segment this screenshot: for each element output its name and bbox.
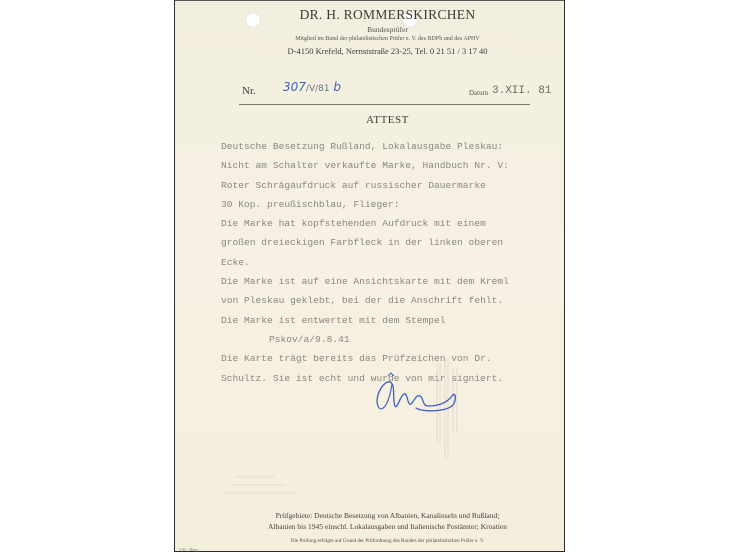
reference-number-value [283, 80, 341, 94]
document-heading: ATTEST [366, 114, 409, 126]
letterhead-address: D-4150 Krefeld, Nernststraße 23-25, Tel. 0 21 51 / 3 17 40 [287, 46, 488, 56]
faded-stamp-impression [215, 471, 315, 501]
footer-examination-areas [175, 511, 564, 532]
reference-number-label: Nr. [242, 85, 256, 97]
letterhead-membership: Mitglied im Bund der philatelistischen Prüfer e. V. des BDPh und des APHV [295, 36, 480, 42]
body-line: Nicht am Schalter verkaufte Marke, Handbuch Nr. V: [221, 160, 509, 172]
reference-number-suffix: /V/81 [305, 84, 330, 94]
corner-print-note: 5 83 - Berg - [179, 547, 200, 552]
reference-number-handwritten: b [329, 80, 342, 94]
date-value: 3.XII. 81 [492, 85, 552, 97]
body-line: großen dreieckigen Farbfleck in der linken oberen [221, 237, 504, 249]
footer-line-1: Prüfgebiete: Deutsche Besetzung von Albanien, Kanalinseln und Rußland; [275, 511, 500, 520]
footer-legal-note: Die Prüfung erfolgte auf Grund der Prüfordnung des Bundes der philatelistischen Prüfer e. V. [290, 538, 485, 544]
body-line: Schultz. Sie ist echt und wurde von mir signiert. [221, 372, 504, 384]
body-line: von Pleskau geklebt, bei der die Anschrift fehlt. [221, 295, 504, 307]
letterhead-name: DR. H. ROMMERSKIRCHEN [299, 7, 476, 22]
reference-number-main: 307 [283, 80, 306, 94]
header-divider [239, 104, 530, 105]
attest-body [221, 137, 509, 388]
date-label: Datum [469, 89, 489, 97]
body-line: Ecke. [221, 256, 250, 268]
body-line: Deutsche Besetzung Rußland, Lokalausgabe Pleskau: [221, 141, 504, 152]
attest-document [174, 0, 565, 552]
body-line: Die Marke ist auf eine Ansichtskarte mit dem Kreml [221, 276, 509, 288]
letterhead-title: Bundesprüfer [367, 25, 408, 34]
body-line: 30 Kop. preußischblau, Flieger: [221, 198, 400, 210]
postmark-line: Pskov/a/9.8.41 [269, 333, 350, 345]
body-line: Die Karte trägt bereits das Prüfzeichen von Dr. [221, 353, 492, 365]
body-line: Die Marke hat kopfstehenden Aufdruck mit einem [221, 218, 486, 230]
signature [370, 366, 465, 421]
body-line: Roter Schrägaufdruck auf russischer Dauermarke [221, 179, 486, 191]
body-line: Die Marke ist entwertet mit dem Stempel [221, 314, 446, 326]
footer-line-2: Albanien bis 1945 einschl. Lokalausgaben und Italienische Postämter; Kroatien [268, 521, 507, 531]
